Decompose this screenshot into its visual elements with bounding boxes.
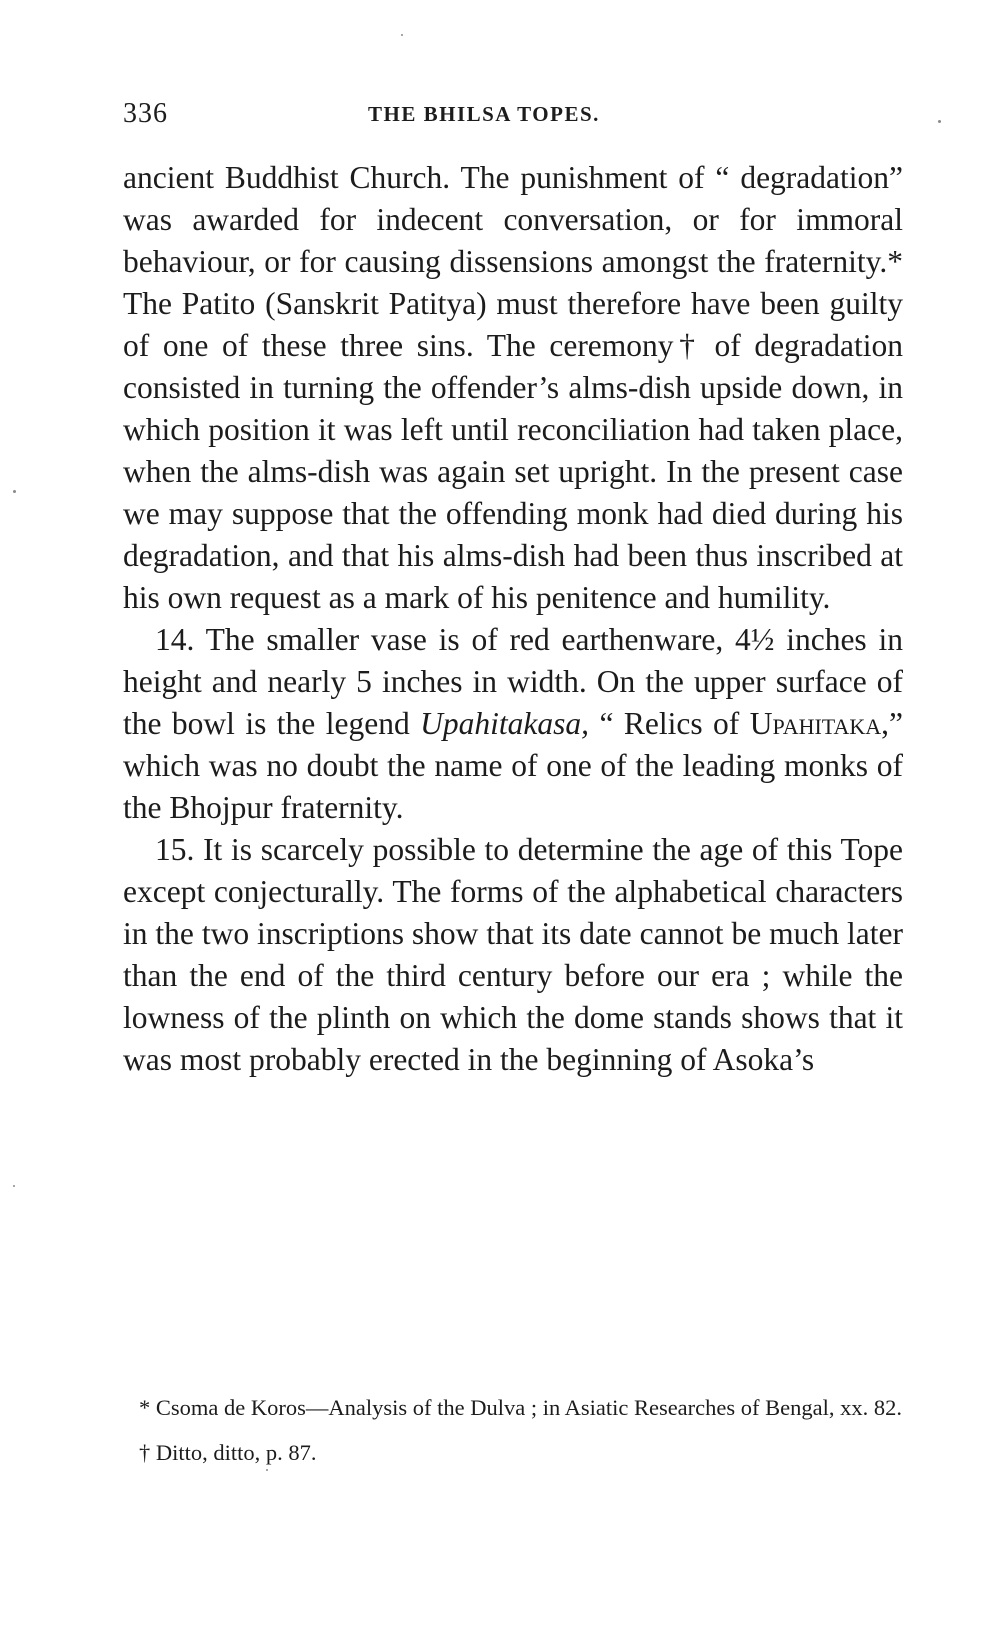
running-head: THE BHILSA TOPES. xyxy=(368,102,600,126)
scan-speck xyxy=(401,34,403,36)
scan-speck xyxy=(13,490,16,493)
scan-speck xyxy=(13,1185,15,1187)
scan-speck xyxy=(938,120,941,123)
page-header xyxy=(123,98,903,138)
paragraph-14-text-a: 14. The smaller vase is of red earthenware, 4 xyxy=(155,622,751,657)
footnote-2: † Ditto, ditto, p. 87. xyxy=(139,1440,317,1465)
paragraph-continuation: ancient Buddhist Church. The punishment of “ degradation” was awarded for indecent conversation, or for immoral behaviour, or for causing dissensions amongst the fraternity.* The Patito (Sanskrit Patitya) must therefore have been guilty of one of these three sins. The ceremony† of degradation consisted in turning the offender’s alms-dish upside down, in which position it was left until reconciliation had taken place, when the alms-dish was again set upright. In the present case we may suppose that the offending monk had died during his degradation, and that his alms-dish had been thus inscribed at his own request as a mark of his penitence and humility. xyxy=(123,160,903,615)
paragraph-15: 15. It is scarcely possible to determine the age of this Tope except conjecturally. The forms of the alphabetical characters in the two inscriptions show that its date cannot be much later than the end of the third century before our era ; while the lowness of the plinth on which the dome stands shows that it was most probably erected in the beginning of Asoka’s xyxy=(123,832,903,1077)
paragraph-14-text-b: inches in height and nearly 5 inches in width. On the upper surface of the bowl is the legend xyxy=(123,622,903,741)
footnote-1: * Csoma de Koros—Analysis of the Dulva ; in Asiatic Researches of Bengal, xx. 82. xyxy=(139,1395,902,1420)
paragraph-14 xyxy=(123,619,903,829)
scan-speck xyxy=(266,1469,268,1471)
paragraph-14-text-d: ” which was no doubt the name of one of the leading monks of the Bhojpur fraternity. xyxy=(123,706,903,825)
monk-name-smallcaps: Upahitaka, xyxy=(749,706,890,741)
fraction-half: ½ xyxy=(750,622,775,657)
legend-italic: Upahitakasa, xyxy=(420,706,590,741)
paragraph-14-text-c: “ Relics of xyxy=(589,706,750,741)
footnotes xyxy=(123,1391,903,1469)
page-number: 336 xyxy=(123,98,168,129)
main-text xyxy=(123,157,903,1081)
